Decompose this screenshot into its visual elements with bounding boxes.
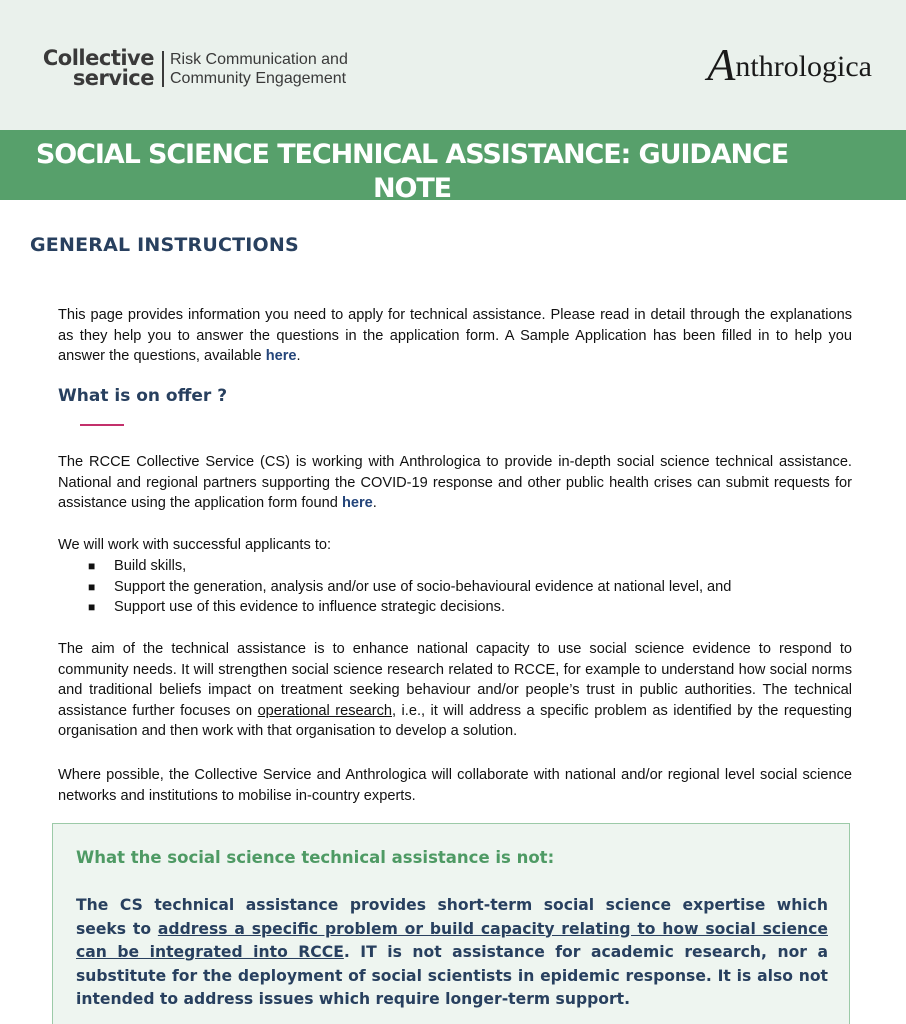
- heading-underline-rule: [80, 424, 124, 426]
- callout-underlined-text: address a specific problem or build capacity relating to how social science can be integrated into RCCE: [76, 919, 828, 961]
- applicant-support-list: [86, 556, 731, 618]
- cs-logo-word-service: service: [72, 66, 154, 90]
- collaboration-paragraph: Where possible, the Collective Service and Anthrologica will collaborate with national and/or regional level social science networks and institutions to mobilise in-country experts.: [58, 767, 852, 804]
- bullet-icon: ■: [88, 579, 96, 594]
- bullet-icon: ■: [88, 559, 96, 573]
- anthrologica-logo-initial: A: [707, 39, 736, 90]
- callout-body: The CS technical assistance provides short-term social science expertise which seeks to address a specific problem or build capacity relating to how social science can be integrated into RCCE. IT is not assistance for academic research, nor a substitute for the deployment of social scientists in epidemic response. It is also not intended to address issues which require longer-term support.: [76, 896, 828, 1008]
- offer-paragraph: [58, 452, 852, 514]
- not-offered-callout: [52, 823, 850, 1024]
- cs-logo-divider: [162, 51, 164, 87]
- applicants-intro: We will work with successful applicants to:: [58, 537, 332, 553]
- list-item: ■ Support use of this evidence to influence strategic decisions.: [86, 597, 731, 618]
- document-title: SOCIAL SCIENCE TECHNICAL ASSISTANCE: GUIDANCE NOTE: [35, 139, 789, 200]
- what-is-on-offer-heading: What is on offer ?: [58, 386, 228, 406]
- general-instructions-heading: GENERAL INSTRUCTIONS: [30, 234, 299, 256]
- intro-paragraph-end: .: [296, 348, 301, 364]
- anthrologica-logo-text: nthrologica: [735, 50, 872, 83]
- intro-paragraph-text: This page provides information you need to apply for technical assistance. Please read in detail through the explanations as they help you to answer the questions in the application form. A Sample Application has been filled in to help you answer the questions, available: [58, 307, 852, 364]
- offer-paragraph-text: The RCCE Collective Service (CS) is working with Anthrologica to provide in-depth social science technical assistance. National and regional partners supporting the COVID-19 response and other public health crises can submit requests for assistance using the application form found: [58, 454, 852, 511]
- operational-research-term: operational research: [257, 702, 393, 719]
- callout-heading: What the social science technical assistance is not:: [76, 848, 555, 867]
- list-item: ■ Build skills,: [86, 556, 731, 577]
- application-form-link[interactable]: here: [341, 495, 373, 511]
- page-header: [0, 0, 906, 130]
- bullet-icon: ■: [88, 600, 96, 614]
- cs-logo-subtitle-line2: Community Engagement: [170, 70, 347, 87]
- sample-application-link[interactable]: here: [265, 348, 297, 364]
- title-banner: [0, 130, 906, 200]
- offer-paragraph-end: .: [372, 495, 377, 511]
- cs-logo-subtitle-line1: Risk Communication and: [170, 51, 348, 68]
- cs-logo-word-collective: Collective: [42, 46, 154, 70]
- list-item: ■ Support the generation, analysis and/or use of socio-behavioural evidence at national level, and: [86, 577, 731, 598]
- intro-paragraph: [58, 305, 852, 367]
- anthrologica-logo: [707, 38, 872, 88]
- aim-paragraph: The aim of the technical assistance is to enhance national capacity to use social science evidence to respond to community needs. It will strengthen social science research related to RCCE, for example to understand how social norms and traditional beliefs impact on treatment seeking behaviour and/or people’s trust in public authorities. The technical assistance further focuses on operational research, i.e., it will address a specific problem as identified by the requesting organisation and then work with that organisation to develop a solution.: [58, 641, 852, 739]
